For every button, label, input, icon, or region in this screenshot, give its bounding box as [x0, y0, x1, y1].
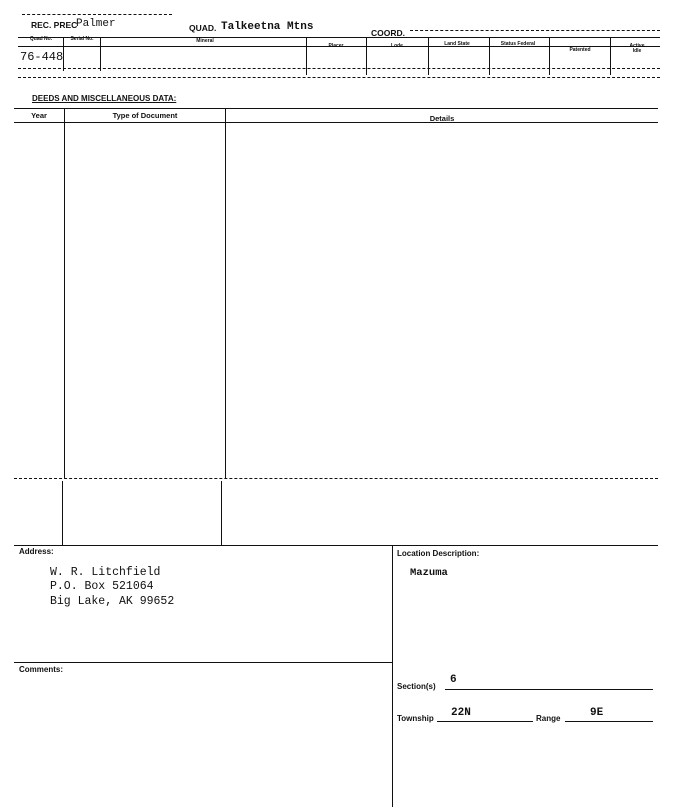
- range-underline: [565, 721, 653, 722]
- quad-no-value: 76-448: [20, 50, 64, 64]
- top-col-divider-6: [489, 37, 490, 75]
- deeds-rule-top: [14, 108, 658, 109]
- col-land-state: Land State: [444, 41, 470, 47]
- section-label: Section(s): [397, 682, 436, 691]
- col-serial-no: Serial No.: [70, 36, 94, 42]
- address-label: Address:: [19, 547, 54, 556]
- top-table-rule-1: [18, 37, 660, 38]
- col-type-of-document: Type of Document: [112, 111, 178, 120]
- top-col-divider-5: [428, 37, 429, 75]
- address-line-1: W. R. Litchfield: [50, 566, 161, 579]
- col-lode: Lode: [391, 43, 403, 49]
- col-placer: Placer: [328, 43, 344, 49]
- deeds-col-divider-1: [64, 108, 65, 478]
- col-details: Details: [429, 114, 455, 123]
- location-description-label: Location Description:: [397, 549, 480, 558]
- section-underline: [445, 689, 653, 690]
- col-patented: Patented: [569, 47, 591, 53]
- address-line-3: Big Lake, AK 99652: [50, 595, 175, 608]
- township-value: 22N: [451, 707, 471, 719]
- rec-prec-label: REC. PREC: [31, 20, 78, 30]
- lower-center-divider: [392, 545, 393, 807]
- comments-rule: [14, 662, 392, 663]
- top-col-divider-7: [549, 37, 550, 75]
- top-col-divider-2: [100, 37, 101, 71]
- deeds-col-divider-2: [225, 108, 226, 478]
- address-line-2: P.O. Box 521064: [50, 580, 154, 593]
- top-col-divider-3: [306, 37, 307, 75]
- coord-label: COORD.: [371, 28, 405, 38]
- range-label: Range: [536, 714, 561, 723]
- col-status-federal: Status Federal: [500, 41, 536, 47]
- deeds-dashed-break: [14, 478, 658, 479]
- township-label: Township: [397, 714, 434, 723]
- township-underline: [437, 721, 533, 722]
- top-col-divider-8: [610, 37, 611, 75]
- col-mineral: Mineral: [196, 38, 214, 44]
- deeds-section-title: DEEDS AND MISCELLANEOUS DATA:: [32, 94, 177, 103]
- quad-value: Talkeetna Mtns: [221, 21, 314, 33]
- range-value: 9E: [590, 707, 604, 719]
- top-table-dashed-rule-2: [18, 77, 660, 78]
- col-year: Year: [31, 111, 47, 120]
- deeds-col-divider-2-lower: [221, 481, 222, 545]
- rec-prec-value: Palmer: [76, 18, 116, 30]
- col-active-idle: Active Idle: [629, 43, 645, 54]
- top-col-divider-4: [366, 37, 367, 75]
- quad-label: QUAD.: [189, 23, 217, 33]
- comments-label: Comments:: [19, 665, 64, 674]
- coord-dashed-rule: [410, 30, 660, 31]
- section-value: 6: [450, 674, 457, 686]
- top-dashed-rule: [22, 14, 172, 15]
- top-table-dashed-rule-1: [18, 68, 660, 69]
- deeds-rule-bottom: [14, 545, 658, 546]
- location-description-value: Mazuma: [410, 567, 448, 579]
- deeds-col-divider-1-lower: [62, 481, 63, 545]
- col-quad-no: Quad No.: [29, 36, 53, 42]
